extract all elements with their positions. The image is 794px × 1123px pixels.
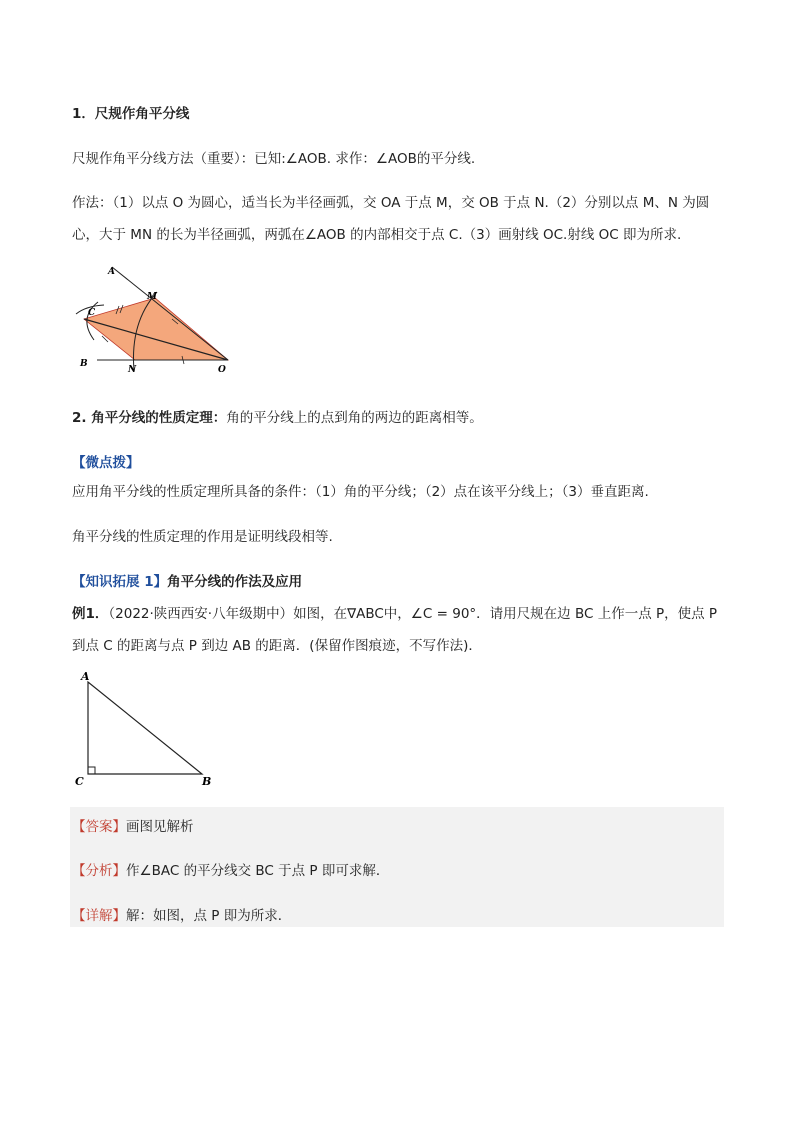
- tip-line-1: 应用角平分线的性质定理所具备的条件：（1）角的平分线；（2）点在该平分线上；（3）垂直距离.: [72, 484, 649, 500]
- extension-label: 【知识拓展 1】: [72, 574, 168, 590]
- extension-title: 角平分线的作法及应用: [167, 574, 303, 590]
- example-line-1: [72, 602, 717, 622]
- answer-text: 画图见解析: [126, 819, 194, 835]
- label-a: A: [81, 670, 90, 683]
- steps-line-2: 心，大于 MN 的长为半径画弧，两弧在∠AOB 的内部相交于点 C.（3）画射线 OC.射线 OC 即为所求.: [72, 227, 682, 243]
- label-b: B: [202, 775, 212, 788]
- steps-line-1: 作法：（1）以点 O 为圆心，适当长为半径画弧，交 OA 于点 M，交 OB 于点 N.（2）分别以点 M、N 为圆: [72, 195, 710, 211]
- example-line-2: 到点 C 的距离与点 P 到边 AB 的距离．(保留作图痕迹，不写作法)．: [72, 638, 482, 654]
- right-angle-mark: [88, 767, 95, 774]
- detail-line: [72, 904, 291, 924]
- label-c: C: [75, 775, 84, 788]
- analysis-line: [72, 859, 389, 879]
- section2-heading: 2. 角平分线的性质定理：: [72, 410, 227, 426]
- label-n: N: [128, 365, 137, 375]
- label-m: M: [147, 292, 157, 302]
- section2-body: 角的平分线上的点到角的两边的距离相等。: [226, 410, 483, 426]
- section2-line: [72, 406, 483, 426]
- label-c: C: [88, 308, 96, 318]
- example-text-1: （2022·陕西西安·八年级期中）如图，在∇ABC中，∠C = 90°．请用尺规在边 BC 上作一点 P，使点 P: [108, 606, 718, 622]
- tip-line-2: 角平分线的性质定理的作用是证明线段相等.: [72, 529, 333, 545]
- angle-bisector-figure: [72, 262, 242, 377]
- label-a: A: [108, 267, 115, 277]
- extension-heading: [72, 570, 302, 590]
- answer-label: 【答案】: [72, 819, 126, 835]
- tip-label: 【微点拨】: [72, 455, 140, 471]
- detail-text: 解：如图，点 P 即为所求．: [126, 908, 292, 924]
- shaded-kite: [84, 298, 228, 360]
- section1-heading: 1．尺规作角平分线: [72, 106, 190, 122]
- analysis-label: 【分析】: [72, 863, 126, 879]
- label-b: B: [80, 359, 88, 369]
- analysis-text: 作∠BAC 的平分线交 BC 于点 P 即可求解．: [126, 863, 390, 879]
- triangle-abc: [88, 682, 202, 774]
- label-o: O: [218, 365, 226, 375]
- method-line: 尺规作角平分线方法（重要）：已知:∠AOB. 求作：∠AOB的平分线.: [72, 151, 476, 167]
- example-prefix: 例1．: [72, 606, 109, 622]
- detail-label: 【详解】: [72, 908, 126, 924]
- answer-line: [72, 815, 194, 835]
- right-triangle-figure: [72, 668, 222, 790]
